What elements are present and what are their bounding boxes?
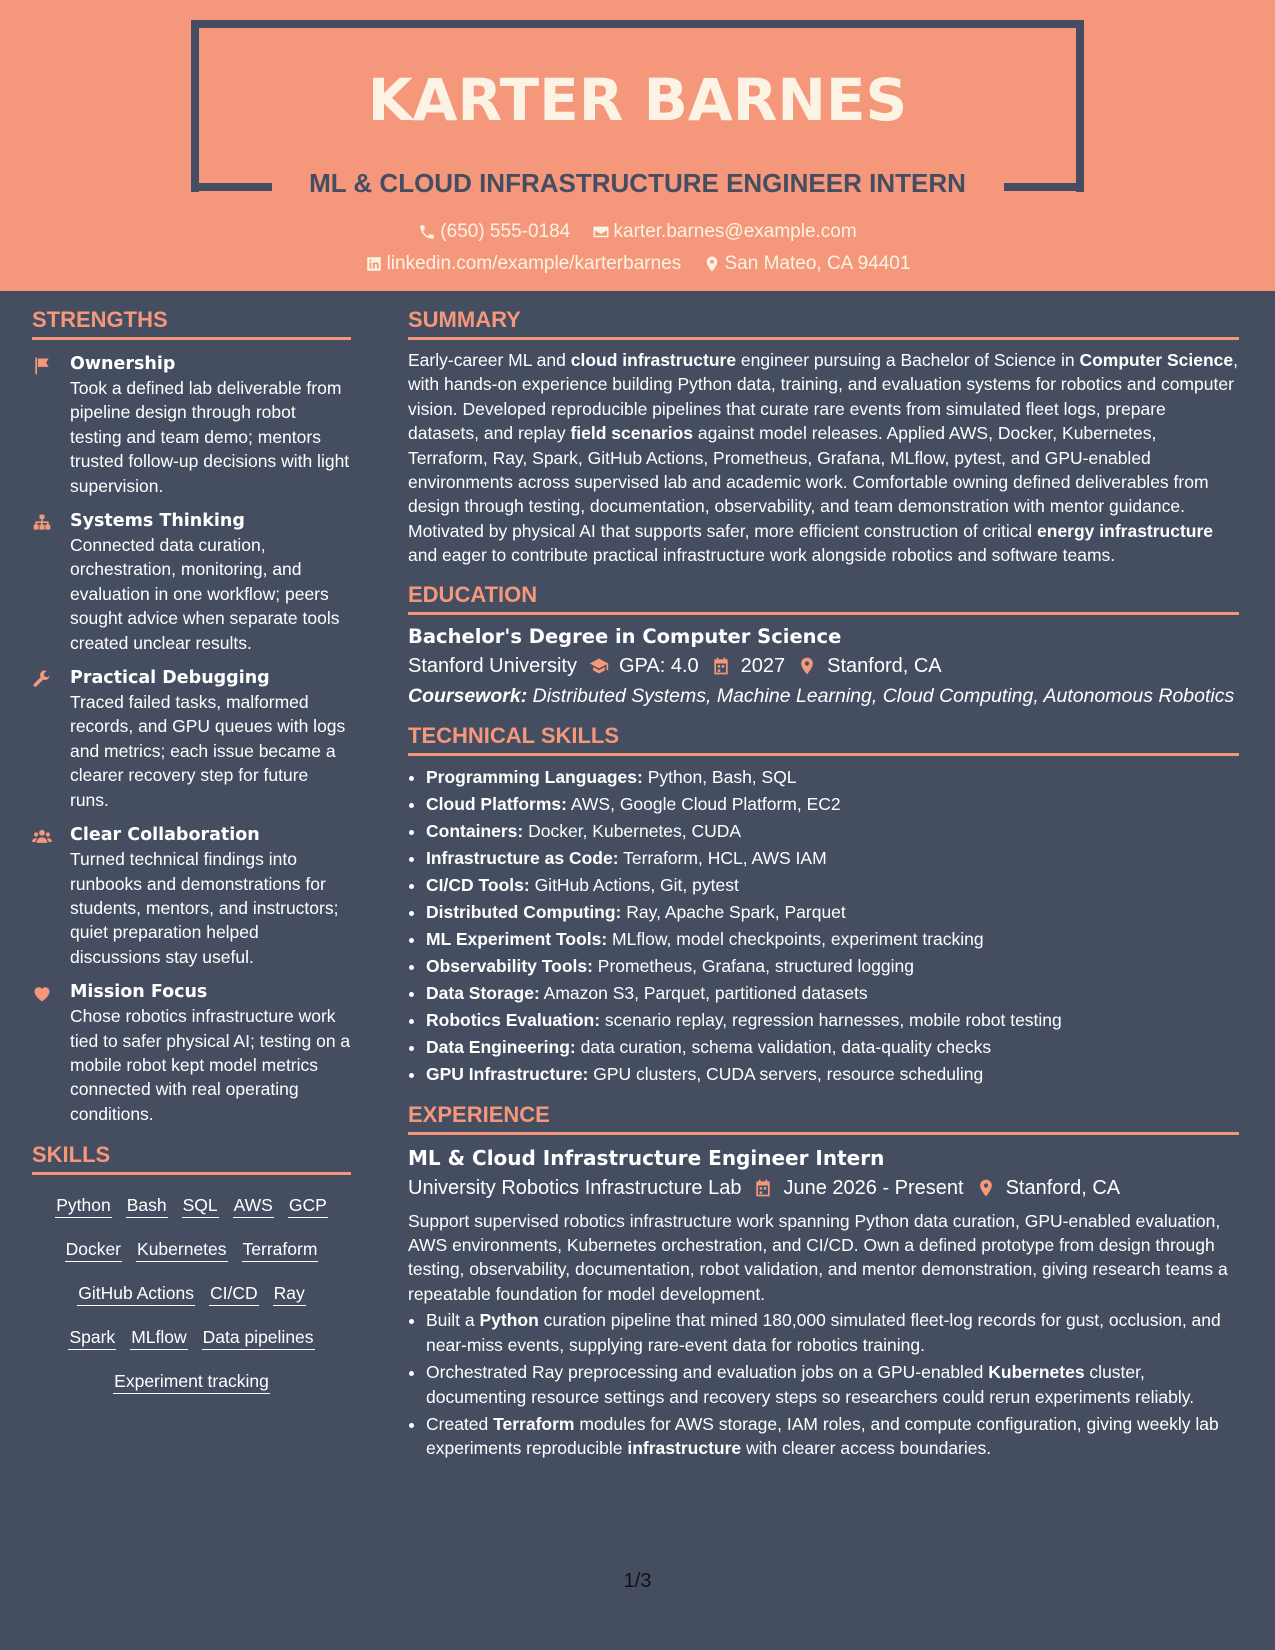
strength-item xyxy=(32,509,351,655)
strength-description: Took a defined lab deliverable from pipeline design through robot testing and team demo; mentors trusted follow-up decisions with light supervision. xyxy=(70,378,350,496)
candidate-name: KARTER BARNES xyxy=(367,66,908,134)
strength-item xyxy=(32,980,351,1126)
strength-item xyxy=(32,352,351,498)
users-icon xyxy=(32,827,52,847)
strength-title: Mission Focus xyxy=(70,982,208,1003)
skill-chip: GCP xyxy=(288,1193,328,1218)
list-item: • Built a Python curation pipeline that mined 180,000 simulated fleet-log records for gust, occlusion, and near-miss events, supplying rare-event data for robotics training. xyxy=(426,1308,1239,1357)
map-pin-icon xyxy=(976,1178,996,1198)
job-location: Stanford, CA xyxy=(1005,1176,1121,1199)
skill-chip: Terraform xyxy=(242,1237,319,1262)
skill-chip: Spark xyxy=(68,1325,116,1350)
list-item: • Distributed Computing: Ray, Apache Spark, Parquet xyxy=(426,899,1239,926)
strength-title: Systems Thinking xyxy=(70,511,245,532)
graduation-cap-icon xyxy=(589,656,609,676)
summary-heading: SUMMARY xyxy=(408,305,1239,340)
experience-meta xyxy=(408,1173,1239,1203)
strength-item xyxy=(32,823,351,969)
phone-contact[interactable] xyxy=(418,220,570,244)
list-item: • Robotics Evaluation: scenario replay, regression harnesses, mobile robot testing xyxy=(426,1007,1239,1034)
linkedin-icon xyxy=(365,255,383,273)
strength-description: Connected data curation, orchestration, monitoring, and evaluation in one workflow; peers sought advice when separate tools created unclear results. xyxy=(70,535,340,653)
strength-title: Clear Collaboration xyxy=(70,825,260,846)
list-item: • ML Experiment Tools: MLflow, model checkpoints, experiment tracking xyxy=(426,926,1239,953)
list-item: • Data Storage: Amazon S3, Parquet, partitioned datasets xyxy=(426,980,1239,1007)
list-item: • Programming Languages: Python, Bash, SQL xyxy=(426,764,1239,791)
email-contact[interactable] xyxy=(592,220,857,244)
skill-chip: GitHub Actions xyxy=(77,1281,195,1306)
linkedin-contact[interactable] xyxy=(365,252,682,276)
contact-row-2 xyxy=(0,252,1275,280)
email-text: karter.barnes@example.com xyxy=(613,221,857,242)
job-title: ML & Cloud Infrastructure Engineer Intern xyxy=(408,1145,885,1170)
experience-bullets xyxy=(408,1308,1239,1460)
list-item: • GPU Infrastructure: GPU clusters, CUDA servers, resource scheduling xyxy=(426,1061,1239,1088)
strength-description: Turned technical findings into runbooks and demonstrations for students, mentors, and instructors; quiet preparation helped discussions stay useful. xyxy=(70,849,339,967)
heart-icon xyxy=(32,984,52,1004)
education-location: Stanford, CA xyxy=(827,654,942,677)
education-meta xyxy=(408,651,1239,681)
list-item: • Orchestrated Ray preprocessing and evaluation jobs on a GPU-enabled Kubernetes cluster, documenting resource settings and recovery steps so researchers could rerun experiments reliably. xyxy=(426,1360,1239,1409)
list-item: • Data Engineering: data curation, schema validation, data-quality checks xyxy=(426,1034,1239,1061)
education-heading: EDUCATION xyxy=(408,580,1239,615)
job-description: Support supervised robotics infrastructure work spanning Python data curation, GPU-enabled evaluation, AWS environments, Kubernetes orchestration, and CI/CD. Own a defined prototype from design through testing, observability, documentation, robot validation, and mentor demonstration, giving research teams a repeatable foundation for model development. xyxy=(408,1210,1228,1304)
strengths-heading: STRENGTHS xyxy=(32,305,351,340)
resume-header xyxy=(0,0,1275,291)
strength-title: Ownership xyxy=(70,354,176,374)
skill-chip: Data pipelines xyxy=(202,1325,315,1350)
degree-title: Bachelor's Degree in Computer Science xyxy=(408,624,842,648)
strength-item xyxy=(32,666,351,812)
skill-chip: Experiment tracking xyxy=(113,1369,270,1394)
summary-section xyxy=(408,305,1239,568)
sitemap-icon xyxy=(32,513,52,533)
phone-text: (650) 555-0184 xyxy=(440,221,571,242)
left-column xyxy=(32,305,351,1413)
technical-skills-list xyxy=(408,764,1239,1088)
list-item: • Observability Tools: Prometheus, Grafana, structured logging xyxy=(426,953,1239,980)
calendar-icon xyxy=(711,656,731,676)
flag-icon xyxy=(32,356,52,376)
skill-chip: Ray xyxy=(273,1281,306,1306)
job-dates: June 2026 - Present xyxy=(783,1176,964,1199)
summary-text: Early-career ML and cloud infrastructure engineer pursuing a Bachelor of Science in Computer Science, with hands-on experience building Python data, training, and evaluation systems for robotics and computer vision. Developed reproducible pipelines that curate rare events from simulated fleet logs, prepare datasets, and replay field scenarios against model releases. Applied AWS, Docker, Kubernetes, Terraform, Ray, Spark, GitHub Actions, Prometheus, Grafana, MLflow, pytest, and GPU-enabled environments across supervised lab and academic work. Comfortable owning defined deliverables from design through testing, documentation, observability, and team demonstration with mentor guidance. Motivated by physical AI that supports safer, more efficient construction of critical energy infrastructure and eager to contribute practical infrastructure work alongside robotics and software teams. xyxy=(408,350,1239,566)
strength-description: Traced failed tasks, malformed records, and GPU queues with logs and metrics; each issue became a clearer recovery step for future runs. xyxy=(70,692,346,810)
skill-chip: MLflow xyxy=(130,1325,187,1350)
calendar-icon xyxy=(753,1178,773,1198)
page-number: 1/3 xyxy=(623,1570,652,1592)
coursework-list: Distributed Systems, Machine Learning, Cloud Computing, Autonomous Robotics xyxy=(527,684,1235,707)
graduation-year: 2027 xyxy=(740,654,786,677)
envelope-icon xyxy=(592,223,610,241)
map-pin-icon xyxy=(703,255,721,273)
skill-chip: Bash xyxy=(126,1193,168,1218)
experience-heading: EXPERIENCE xyxy=(408,1100,1239,1135)
skill-chips xyxy=(32,1193,351,1413)
list-item: • CI/CD Tools: GitHub Actions, Git, pytest xyxy=(426,872,1239,899)
strength-title: Practical Debugging xyxy=(70,668,270,689)
map-pin-icon xyxy=(797,656,817,676)
list-item: • Infrastructure as Code: Terraform, HCL, AWS IAM xyxy=(426,845,1239,872)
technical-skills-section xyxy=(408,721,1239,1088)
school-name: Stanford University xyxy=(408,654,577,677)
contact-row-1 xyxy=(0,220,1275,248)
experience-section xyxy=(408,1100,1239,1461)
location-text: San Mateo, CA 94401 xyxy=(724,253,911,274)
candidate-role: ML & CLOUD INFRASTRUCTURE ENGINEER INTERN xyxy=(309,168,966,198)
list-item: • Containers: Docker, Kubernetes, CUDA xyxy=(426,818,1239,845)
coursework-label: Coursework: xyxy=(408,684,528,707)
skill-chip: Kubernetes xyxy=(136,1237,228,1262)
phone-icon xyxy=(418,223,436,241)
skill-chip: Python xyxy=(55,1193,111,1218)
skill-chip: Docker xyxy=(65,1237,122,1262)
skills-heading: SKILLS xyxy=(32,1140,351,1175)
list-item: • Cloud Platforms: AWS, Google Cloud Platform, EC2 xyxy=(426,791,1239,818)
education-section xyxy=(408,580,1239,709)
skill-chip: CI/CD xyxy=(209,1281,259,1306)
technical-skills-heading: TECHNICAL SKILLS xyxy=(408,721,1239,756)
organization: University Robotics Infrastructure Lab xyxy=(408,1176,742,1199)
strength-description: Chose robotics infrastructure work tied to safer physical AI; testing on a mobile robot kept model metrics connected with real operating conditions. xyxy=(70,1006,351,1124)
wrench-icon xyxy=(32,670,52,690)
linkedin-text: linkedin.com/example/karterbarnes xyxy=(386,253,682,274)
right-column xyxy=(408,305,1239,1473)
list-item: • Created Terraform modules for AWS storage, IAM roles, and compute configuration, giving weekly lab experiments reproducible infrastructure with clearer access boundaries. xyxy=(426,1412,1239,1461)
coursework xyxy=(408,683,1239,709)
skill-chip: AWS xyxy=(233,1193,274,1218)
gpa: GPA: 4.0 xyxy=(618,654,699,677)
location-contact xyxy=(703,252,911,276)
skill-chip: SQL xyxy=(182,1193,219,1218)
